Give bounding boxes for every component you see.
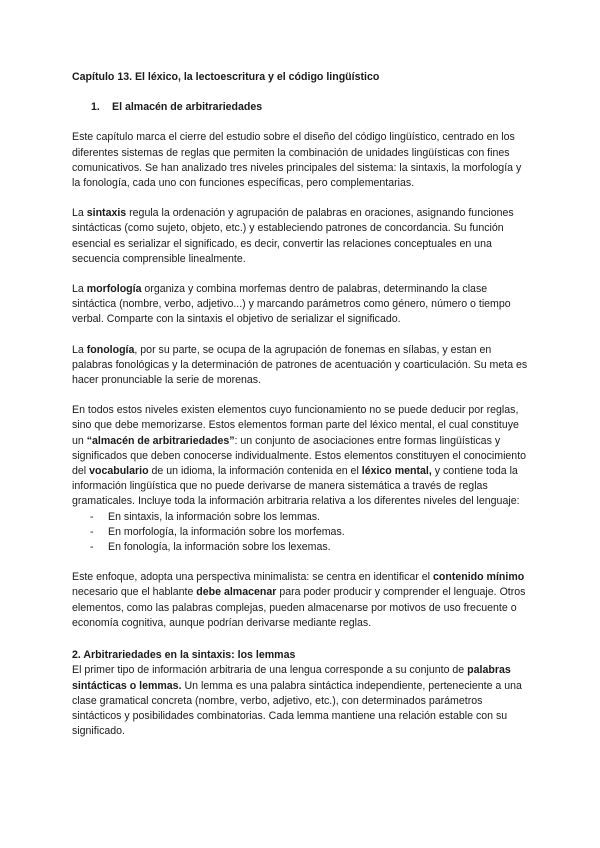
term-debe-almacenar: debe almacenar	[196, 586, 277, 599]
text: necesario que el hablante	[72, 586, 197, 599]
section-2-heading: 2. Arbitrariedades en la sintaxis: los lemmas	[72, 649, 296, 662]
term-lexico-mental: léxico mental,	[361, 465, 432, 478]
text: Este enfoque, adopta una perspectiva minimalista: se centra en identificar el	[72, 571, 433, 584]
term-contenido-minimo: contenido mínimo	[432, 571, 525, 584]
text: En todos estos niveles existen elementos cuyo funcionamiento no se puede deducir por reglas, sino que debe memorizarse. Estos elementos forman parte del léxico mental, el cual constituye un	[72, 404, 519, 447]
chapter-title: Capítulo 13. El léxico, la lectoescritura y el código lingüístico	[72, 71, 380, 83]
text: y contiene toda la información lingüística que no puede derivarse de manera sistemática a través de reglas gramaticales. Incluye toda la información arbitraria relativa a los diferentes niveles del lenguaje:	[72, 465, 520, 508]
term-sintaxis: sintaxis	[86, 207, 127, 220]
text: El primer tipo de información arbitraria de una lengua corresponde a su conjunto de	[72, 664, 468, 677]
list-item: - En morfología, la información sobre los morfemas.	[72, 525, 528, 540]
paragraph-morfologia	[72, 282, 528, 328]
paragraph-fonologia	[72, 343, 528, 389]
term-almacen: “almacén de arbitrariedades”	[86, 434, 235, 447]
paragraph-lemmas	[72, 663, 528, 739]
paragraph-intro: Este capítulo marca el cierre del estudio sobre el diseño del código lingüístico, centrado en los diferentes sistemas de reglas que permiten la combinación de unidades lingüísticas con fines comunicativos. Se han analizado tres niveles principales del sistema: la sintaxis, la morfología y la fonología, cada uno con funciones específicas, pero complementarias.	[72, 131, 522, 190]
paragraph-enfoque	[72, 570, 528, 631]
term-lemmas: palabras sintácticas o lemmas.	[72, 664, 511, 692]
document-body	[72, 70, 528, 739]
section-1-heading	[91, 100, 528, 115]
text: La	[72, 283, 87, 296]
text: La	[72, 207, 87, 220]
paragraph-lexico-mental	[72, 403, 528, 509]
section-1-number: 1.	[91, 101, 100, 114]
section-1-title: El almacén de arbitrariedades	[112, 101, 263, 114]
text: organiza y combina morfemas dentro de palabras, determinando la clase sintáctica (nombre, verbo, adjetivo...) y marcando parámetros como género, número o tiempo verbal. Comparte con la sintaxis el objetivo de serializar el significado.	[72, 283, 511, 326]
text: La	[72, 343, 87, 356]
term-morfologia: morfología	[86, 283, 142, 296]
list-item: - En fonología, la información sobre los lexemas.	[72, 540, 528, 555]
text: : un conjunto de asociaciones entre formas lingüísticas y significados que deben conocerse individualmente. Estos elementos constituyen el conocimiento del	[72, 434, 527, 478]
list-item: - En sintaxis, la información sobre los lemmas.	[72, 510, 528, 525]
text: regula la ordenación y agrupación de palabras en oraciones, asignando funciones sintácticas (como sujeto, objeto, etc.) y estableciendo patrones de concordancia. Su función esencial es serializar el significado, es decir, convertir las relaciones conceptuales en una secuencia comprensible linealmente.	[72, 207, 514, 265]
text: , por su parte, se ocupa de la agrupación de fonemas en sílabas, y estan en palabras fonológicas y la determinación de patrones de acentuación y coarticulación. Su meta es hacer pronunciable la serie de morenas.	[72, 343, 528, 387]
term-vocabulario: vocabulario	[89, 465, 149, 478]
text: de un idioma, la información contenida en el	[148, 465, 362, 478]
term-fonologia: fonología	[86, 343, 135, 356]
paragraph-sintaxis	[72, 206, 528, 267]
text: Un lemma es una palabra sintáctica independiente, perteneciente a una clase gramatical concreta (nombre, verbo, adjetivo, etc.), con determinados parámetros sintácticos y posibilidades combinatorias. Cada lemma mantiene una relación estable con su significado.	[72, 679, 522, 738]
text: para poder producir y comprender el lenguaje. Otros elementos, como las palabras complejas, pueden almacenarse por motivos de uso frecuente o economía cognitiva, aunque podrían derivarse mediante reglas.	[72, 586, 526, 629]
levels-list	[72, 510, 528, 556]
